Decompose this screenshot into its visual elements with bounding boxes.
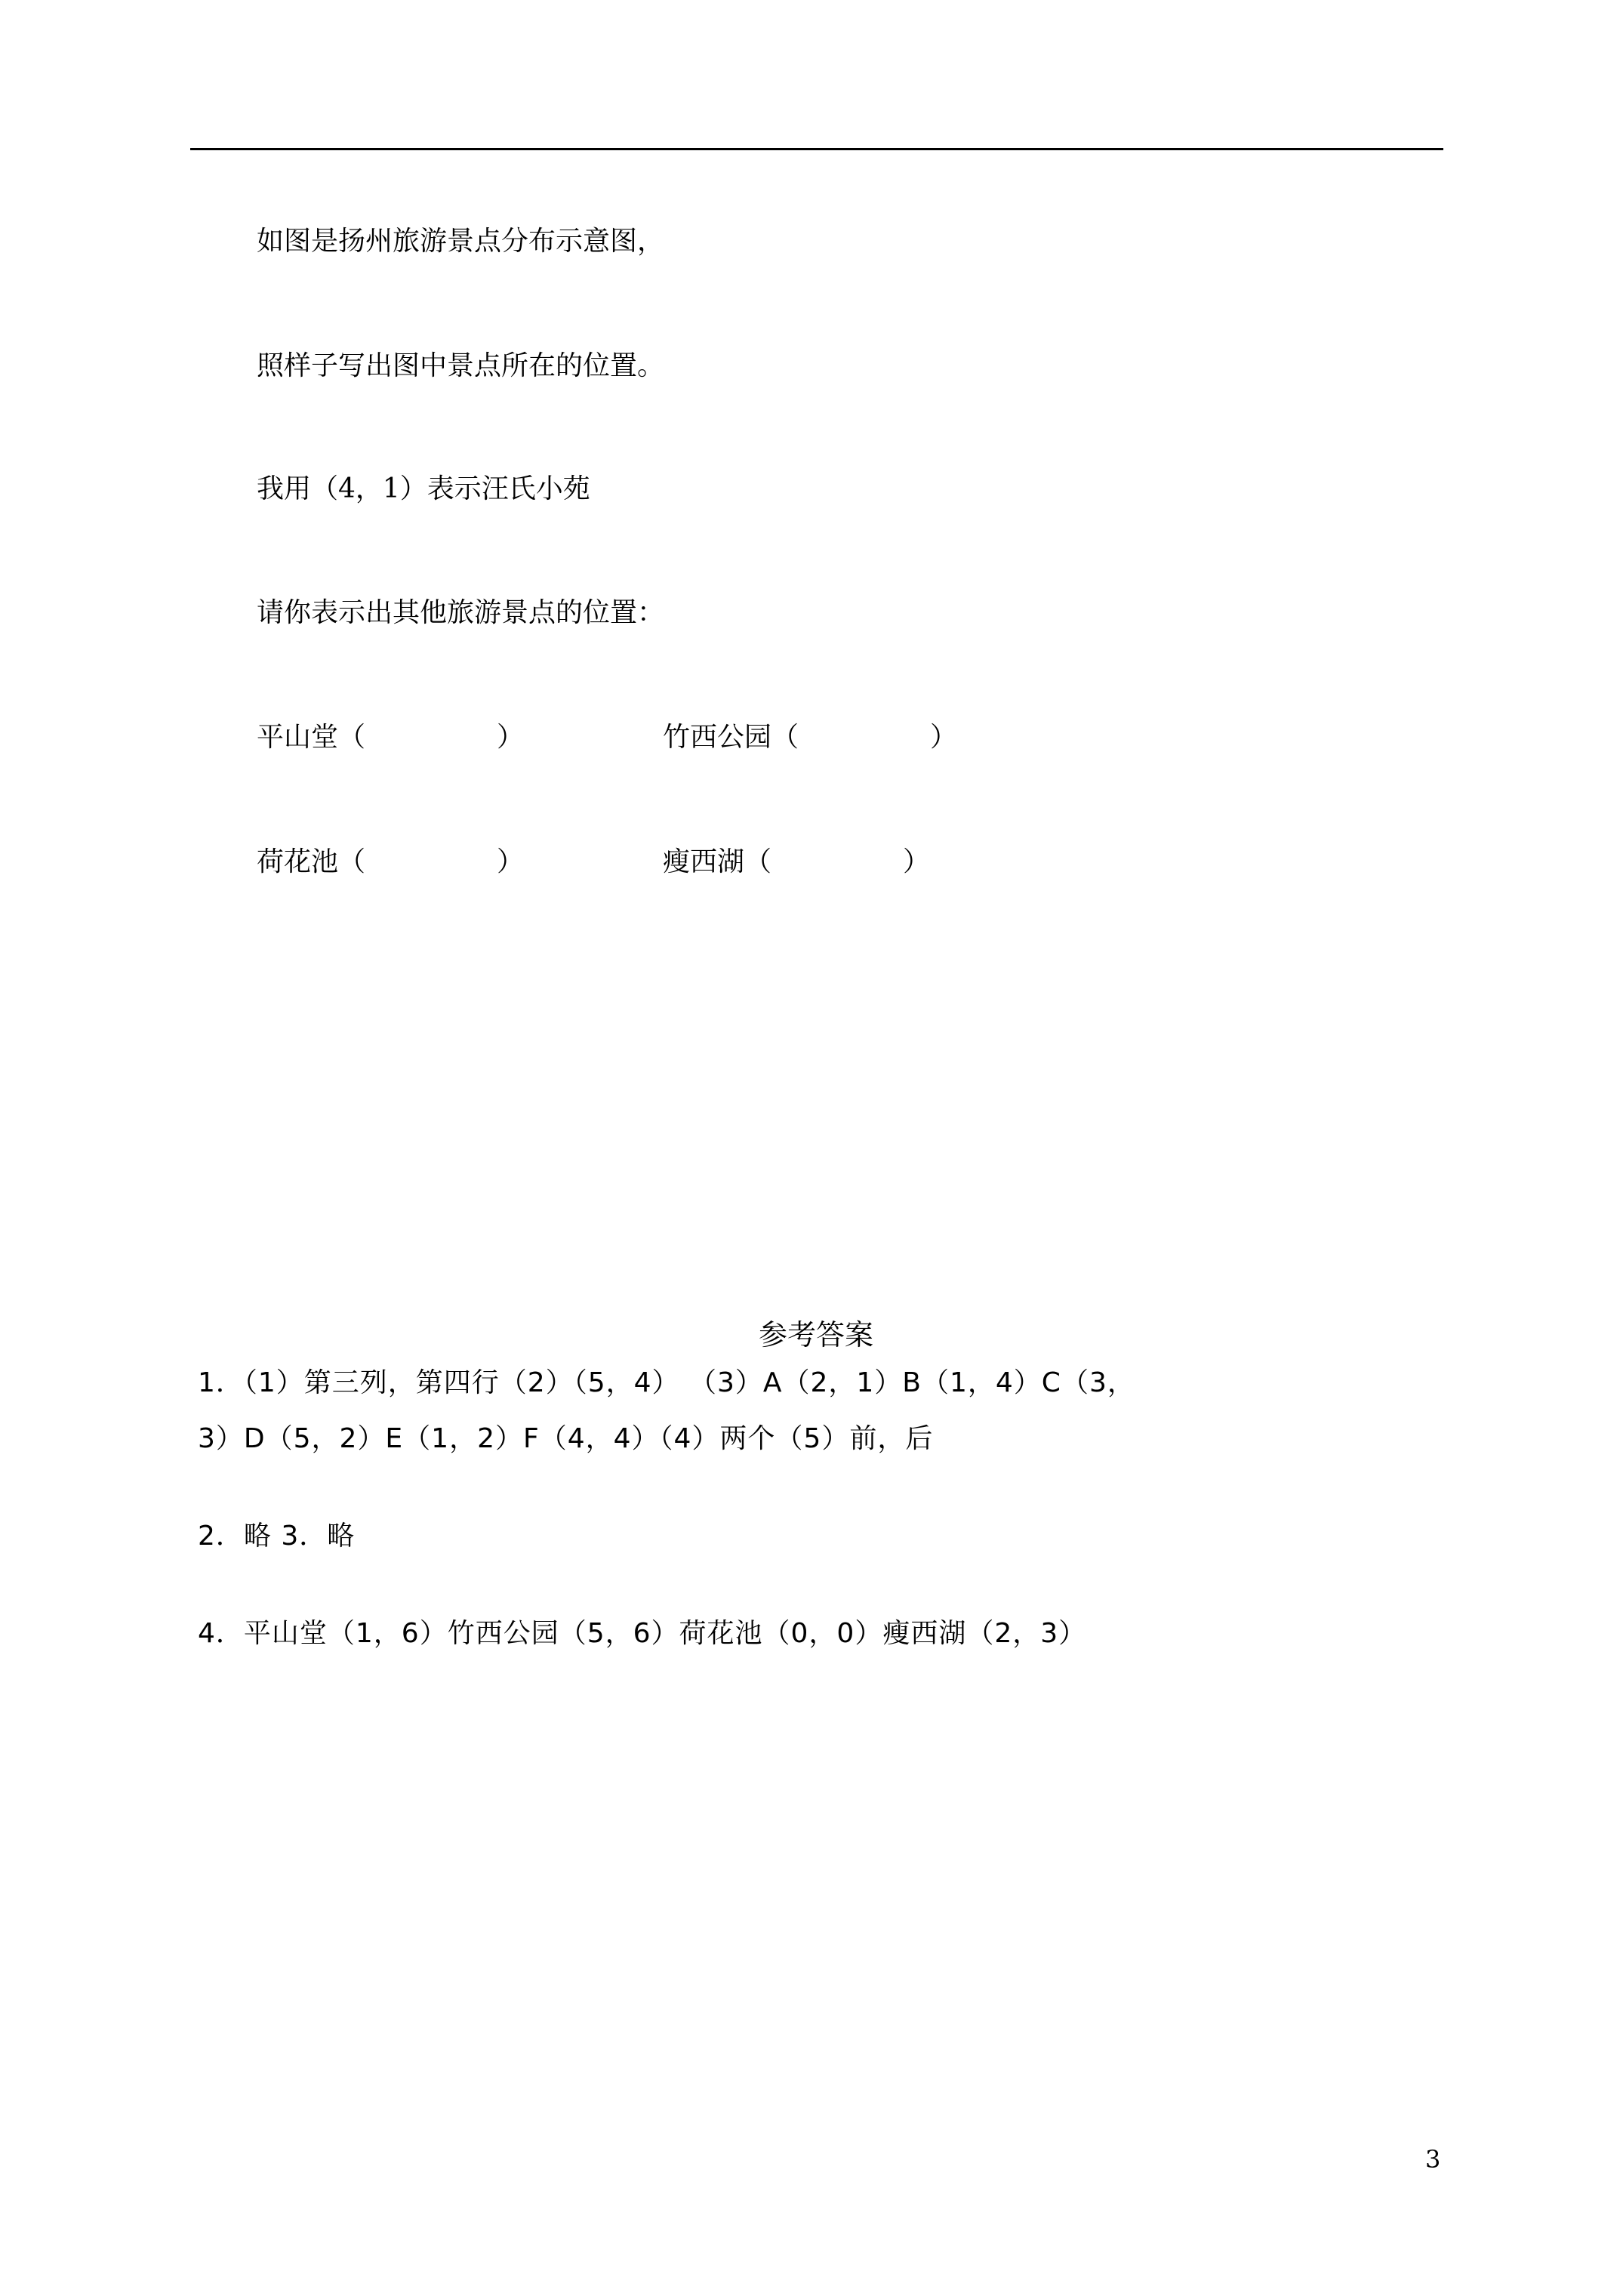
answer-line-1-continued: 3）D（5，2）E（1，2）F（4，4）（4）两个（5）前，后 (198, 1423, 934, 1454)
answer-line-1: 1．（1）第三列，第四行（2）（5，4） （3）A（2，1）B（1，4）C（3， (198, 1367, 1135, 1398)
question-prompt-line: 请你表示出其他旅游景点的位置： (257, 597, 665, 628)
page-number: 3 (1425, 2145, 1441, 2174)
blank-shouxihu-label: 瘦西湖（ (663, 846, 772, 877)
blank-shouxihu-close: ） (903, 846, 931, 877)
blank-zhuxi-park-close: ） (930, 722, 958, 753)
blank-hehuachi-label: 荷花池（ (257, 846, 366, 877)
blank-pingshantang-label: 平山堂（ (257, 722, 366, 753)
question-instruction-line: 照样子写出图中景点所在的位置。 (257, 350, 665, 381)
answer-line-2-3: 2．略 3．略 (198, 1521, 356, 1552)
blank-hehuachi-close: ） (497, 846, 525, 877)
blank-zhuxi-park-label: 竹西公园（ (663, 722, 799, 753)
answer-line-4: 4．平山堂（1，6）竹西公园（5，6）荷花池（0，0）瘦西湖（2，3） (198, 1618, 1087, 1649)
blank-pingshantang-close: ） (497, 722, 525, 753)
answer-heading: 参考答案 (759, 1318, 874, 1351)
question-intro-line: 如图是扬州旅游景点分布示意图， (257, 226, 665, 257)
header-rule (190, 148, 1443, 150)
question-example-line: 我用（4，1）表示汪氏小苑 (257, 473, 590, 504)
